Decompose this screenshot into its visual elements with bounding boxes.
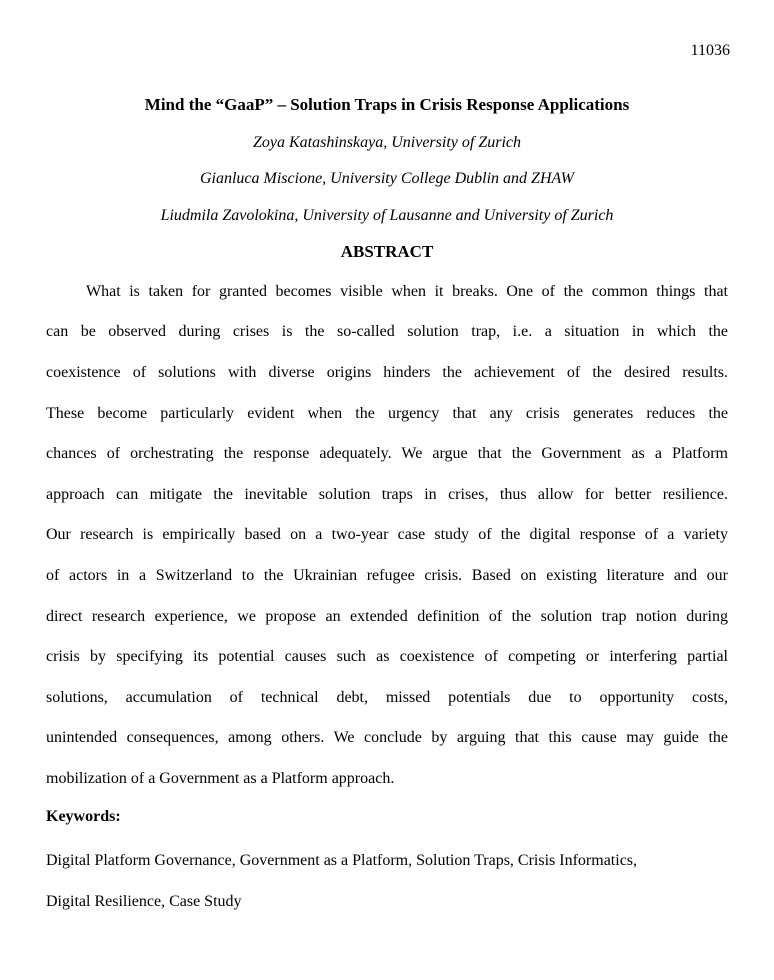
abstract-line: direct research experience, we propose an extended definition of the solution trap notion during	[46, 607, 728, 625]
paper-title: Mind the “GaaP” – Solution Traps in Crisis Response Applications	[144, 95, 630, 114]
abstract-line: can be observed during crises is the so-called solution trap, i.e. a situation in which the	[46, 323, 728, 341]
abstract-line: coexistence of solutions with diverse origins hinders the achievement of the desired results.	[46, 364, 728, 382]
abstract-line: Our research is empirically based on a two-year case study of the digital response of a variety	[46, 526, 728, 544]
abstract-paragraph	[46, 272, 728, 800]
abstract-line: approach can mitigate the inevitable solution traps in crises, thus allow for better resilience.	[46, 485, 728, 503]
author-line: Liudmila Zavolokina, University of Lausanne and University of Zurich	[160, 206, 614, 224]
author-line: Zoya Katashinskaya, University of Zurich	[253, 134, 521, 151]
keywords-list	[46, 840, 728, 923]
abstract-line: unintended consequences, among others. We conclude by arguing that this cause may guide the	[46, 729, 728, 747]
author-list	[46, 125, 728, 234]
keywords-line: Digital Resilience, Case Study	[46, 893, 242, 911]
abstract-line: solutions, accumulation of technical debt, missed potentials due to opportunity costs,	[46, 688, 728, 706]
keywords-line: Digital Platform Governance, Government as a Platform, Solution Traps, Crisis Informatics,	[46, 851, 638, 869]
page-number: 11036	[690, 42, 730, 59]
abstract-heading: ABSTRACT	[340, 241, 434, 261]
abstract-line: chances of orchestrating the response adequately. We argue that the Government as a Platform	[46, 445, 728, 463]
abstract-line: mobilization of a Government as a Platform approach.	[46, 770, 395, 788]
keywords-heading: Keywords:	[46, 807, 121, 825]
abstract-line: of actors in a Switzerland to the Ukrainian refugee crisis. Based on existing literature and our	[46, 567, 728, 585]
author-line: Gianluca Miscione, University College Dublin and ZHAW	[199, 170, 574, 188]
abstract-line: These become particularly evident when the urgency that any crisis generates reduces the	[46, 404, 728, 422]
abstract-line: What is taken for granted becomes visible when it breaks. One of the common things that	[86, 282, 728, 300]
abstract-line: crisis by specifying its potential causes such as coexistence of competing or interfering partial	[46, 648, 728, 666]
